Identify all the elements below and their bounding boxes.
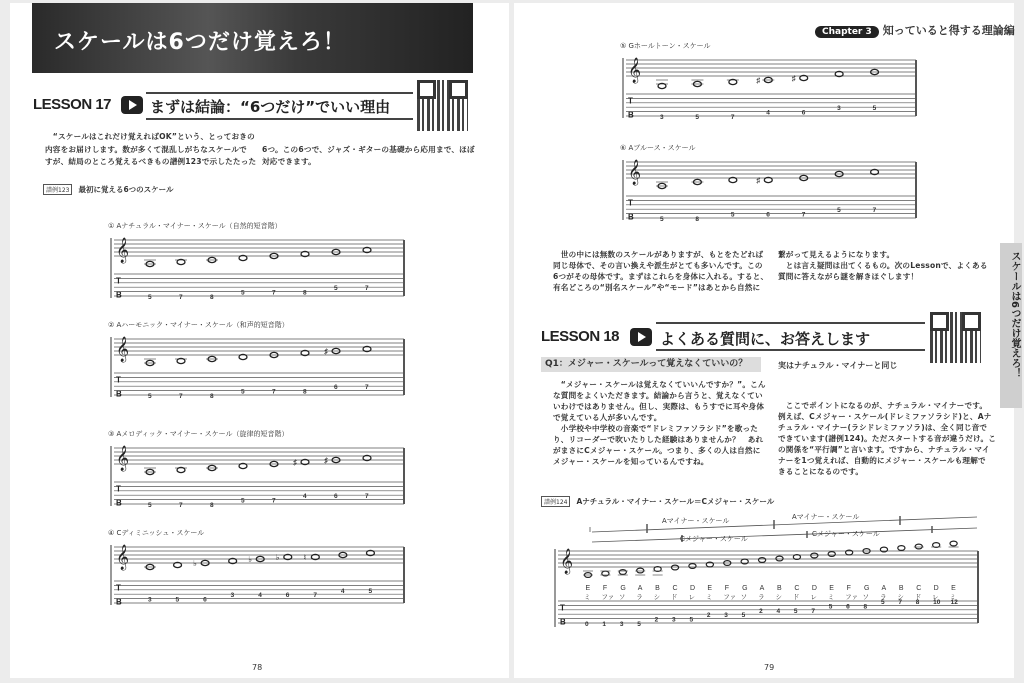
q1-text-col2	[778, 400, 996, 477]
tab-fret-number: 3	[660, 114, 664, 120]
tab-fret-number: 6	[334, 384, 338, 392]
tab-fret-number: 3	[148, 596, 152, 604]
tab-fret-number: 7	[179, 502, 183, 508]
play-video-icon[interactable]	[121, 96, 143, 114]
tab-fret-number: 12	[950, 599, 958, 606]
scale-staff	[620, 156, 918, 222]
note-solfege: ファ	[723, 594, 737, 601]
tab-fret-number: 3	[619, 621, 624, 628]
text-line: 同じ母体で、その言い換えや派生がとても多いんです。この	[553, 261, 763, 270]
text-line: 6つがその母体です。まずはこれらを身体に入れる。すると、	[553, 272, 769, 281]
figure-tag: 譜例123	[43, 184, 72, 195]
note-letter: E	[585, 585, 591, 592]
text-line: の関係を“平行調”と言います。ですから、ナチュラル・マイ	[778, 445, 990, 454]
scale-staff	[108, 333, 406, 399]
tab-fret-number: 2	[706, 612, 711, 620]
tab-fret-number: 5	[837, 207, 841, 215]
tab-fret-number: 5	[695, 114, 700, 120]
tab-fret-number: 8	[210, 393, 214, 399]
tab-fret-number: 4	[776, 607, 781, 615]
text-line: な質問をよくいただきます。結論から言うと、覚えなくてい	[553, 391, 763, 400]
whole-note	[776, 556, 783, 561]
tab-fret-number: 5	[880, 599, 885, 606]
scale-label: ⑤ Gホールトーン・スケール	[620, 42, 711, 50]
tab-fret-number: 4	[340, 587, 345, 595]
figure-tag: 譜例124	[541, 496, 570, 507]
tab-fret-number: 7	[872, 207, 877, 215]
note-letter: C	[794, 585, 800, 592]
note-letter: G	[864, 585, 870, 592]
tab-fret-number: 7	[365, 384, 369, 392]
tab-fret-number: 5	[368, 587, 373, 595]
note-letter: A	[759, 585, 765, 592]
tab-clef-B: B	[116, 498, 122, 508]
note-letter: F	[846, 585, 851, 592]
tab-fret-number: 2	[654, 616, 659, 624]
body-text-col1	[45, 131, 256, 169]
tab-fret-number: 7	[801, 211, 806, 219]
text-line: 世の中には無数のスケールがありますが、もとをたどれば	[553, 250, 764, 259]
text-line: “スケールはこれだけ覚えればOK”という、とっておきの	[45, 132, 255, 141]
text-line: 有名どころの“別名スケール”や“モード”はあとから自然に	[553, 283, 761, 292]
tab-fret-number: 5	[241, 289, 245, 297]
tab-clef-B: B	[116, 597, 122, 607]
tab-fret-number: 7	[272, 388, 276, 396]
accidental: ♯	[324, 347, 328, 356]
whole-note	[915, 544, 922, 549]
whole-note	[811, 553, 818, 558]
tab-fret-number: 5	[334, 285, 338, 293]
text-line: り、リコーダーで吹いたりした経験はありませんか？ あれ	[553, 435, 764, 444]
caption-text: 最初に覚える6つのスケール	[78, 185, 174, 194]
scale-5	[620, 41, 918, 124]
tab-clef-B: B	[628, 212, 634, 222]
divider	[656, 322, 925, 324]
tab-fret-number: 6	[766, 211, 770, 219]
whole-note	[671, 565, 678, 570]
text-line: “メジャー・スケールは覚えなくていいんですか？”。こん	[553, 380, 766, 389]
text-line: いわけではありません。但し、実際は、もうすでに耳や身体	[553, 402, 765, 411]
note-solfege: シ	[775, 594, 782, 601]
note-solfege: レ	[688, 594, 695, 601]
tab-fret-number: 4	[766, 109, 770, 117]
note-solfege: ミ	[705, 594, 713, 601]
scale-2	[108, 320, 406, 403]
scale-label: ② Aハーモニック・マイナー・スケール（和声的短音階）	[108, 321, 289, 329]
tab-fret-number: 5	[148, 393, 152, 399]
chapter-banner	[32, 3, 473, 73]
subheading: 実はナチュラル・マイナーと同じ	[778, 361, 898, 370]
tab-fret-number: 8	[210, 294, 214, 300]
scale-staff	[620, 54, 918, 120]
scale-label: ① Aナチュラル・マイナー・スケール（自然的短音階）	[108, 222, 282, 230]
text-line: 繋がって見えるようになります。	[778, 250, 895, 259]
accidental: ♮	[303, 553, 307, 562]
lesson-18-title: よくある質問に、お答えします	[660, 330, 871, 348]
tab-fret-number: 8	[863, 603, 868, 611]
note-solfege: ソ	[740, 594, 748, 601]
accidental: ♯	[324, 456, 328, 465]
note-letter: C	[672, 585, 678, 592]
qr-code-icon[interactable]	[415, 78, 470, 133]
tab-fret-number: 5	[637, 621, 641, 628]
scale-6	[620, 143, 918, 226]
question-heading: Q1：メジャー・スケールって覚えなくていいの？	[541, 357, 761, 372]
tab-fret-number: 5	[828, 603, 833, 611]
text-line: 小学校や中学校の音楽で“ドレミファソラシド”を歌った	[553, 424, 759, 433]
tab-fret-number: 3	[672, 616, 676, 624]
note-solfege: ラ	[879, 594, 887, 601]
tab-fret-number: 3	[230, 592, 235, 600]
note-solfege: レ	[932, 594, 939, 601]
accidental: ♯	[756, 176, 761, 185]
text-line: チュラル・マイナー(ラシドレミファソラ)は、全く同じ音で	[778, 423, 988, 432]
note-solfege: シ	[897, 594, 904, 601]
page-number-78: 78	[252, 663, 263, 672]
note-letter: B	[777, 585, 782, 592]
note-letter: E	[951, 585, 956, 592]
caption-text: Aナチュラル・マイナー・スケール＝Cメジャー・スケール	[576, 497, 775, 506]
tab-fret-number: 8	[695, 216, 700, 222]
divider	[146, 118, 413, 120]
scale-label: ⑥ Aブルース・スケール	[620, 144, 696, 152]
tab-fret-number: 8	[915, 599, 920, 606]
text-line: 6つ。この6つで、ジャズ・ギターの基礎から応用まで、ほぼ	[262, 144, 475, 154]
body-text-col2	[262, 144, 475, 169]
banner-title: スケールは6つだけ覚えろ！	[54, 30, 346, 55]
tab-fret-number: 7	[811, 607, 815, 615]
note-solfege: ソ	[618, 594, 626, 601]
tab-fret-number: 8	[303, 289, 307, 297]
tab-fret-number: 5	[148, 294, 152, 300]
tab-fret-number: 5	[660, 216, 664, 222]
note-solfege: ミ	[827, 594, 835, 601]
note-letter: B	[898, 585, 904, 592]
bracket-label: Aマイナー・スケール	[792, 514, 860, 521]
tab-fret-number: 10	[933, 599, 941, 606]
tab-fret-number: 7	[365, 493, 369, 501]
tab-fret-number: 2	[759, 607, 763, 615]
tab-clef-T: T	[560, 603, 565, 613]
text-line: がまさにCメジャー・スケール。つまり、多くの人は自然に	[553, 446, 761, 455]
tab-fret-number: 5	[241, 388, 245, 396]
treble-clef-icon: 𝄞	[560, 548, 574, 573]
q1-text-col1	[553, 379, 766, 467]
tab-fret-number: 3	[724, 612, 728, 620]
scale-1	[108, 221, 406, 304]
note-solfege: ソ	[862, 594, 870, 601]
qr-code-icon[interactable]	[928, 310, 983, 365]
treble-clef-icon: 𝄞	[628, 57, 642, 82]
tab-fret-number: 7	[365, 285, 369, 293]
tab-fret-number: 4	[258, 592, 262, 600]
tab-fret-number: 6	[846, 603, 850, 611]
tab-fret-number: 3	[837, 105, 841, 113]
chapter-badge: Chapter 3	[815, 26, 879, 38]
note-solfege: ミ	[949, 594, 957, 601]
note-letter: B	[655, 585, 660, 592]
divider	[146, 92, 413, 94]
tab-fret-number: 8	[210, 502, 214, 508]
note-letter: A	[881, 585, 887, 592]
accidental: ♯	[756, 76, 761, 85]
tab-fret-number: 5	[730, 211, 735, 219]
text-line: 質問に答えながら謎を解きほぐします！	[778, 272, 919, 281]
lesson-17-label: LESSON 17	[33, 96, 112, 113]
note-solfege: ラ	[636, 594, 643, 601]
whole-note	[689, 564, 696, 569]
tab-fret-number: 5	[148, 502, 152, 508]
page-number-79: 79	[764, 663, 775, 672]
tab-clef-T: T	[628, 198, 633, 208]
note-solfege: シ	[653, 594, 661, 601]
note-solfege: ド	[914, 594, 922, 601]
intro-text-col1	[553, 249, 768, 293]
side-tab: スケールは6つだけ覚えろ！	[1000, 243, 1022, 408]
tab-fret-number: 5	[241, 497, 245, 505]
note-letter: F	[602, 585, 608, 592]
scale-4	[108, 528, 406, 611]
scale-3	[108, 429, 406, 512]
chapter-title: 知っていると得する理論編	[882, 24, 1015, 37]
tab-fret-number: 7	[313, 592, 317, 600]
tab-fret-number: 5	[689, 616, 694, 624]
accidental: ♭	[193, 559, 197, 568]
tab-fret-number: 7	[179, 294, 183, 300]
scale-staff	[108, 442, 406, 508]
tab-clef-T: T	[116, 484, 121, 494]
tab-fret-number: 5	[872, 105, 877, 113]
tab-clef-T: T	[116, 583, 121, 593]
accidental: ♯	[791, 74, 796, 83]
note-letter: C	[916, 585, 922, 592]
treble-clef-icon: 𝄞	[628, 159, 642, 184]
whole-note	[898, 546, 905, 551]
whole-note	[950, 541, 957, 546]
text-line: できています(譜例124)。ただスタートする音が違うだけ。こ	[778, 434, 997, 443]
scale-staff	[108, 234, 406, 300]
lesson-18-label: LESSON 18	[541, 328, 620, 345]
tab-fret-number: 7	[898, 599, 902, 606]
note-letter: F	[724, 585, 730, 592]
bracket-label: Aマイナー・スケール	[662, 518, 730, 525]
bracket-label: Cメジャー・スケール	[812, 531, 880, 538]
chapter-header	[815, 22, 1015, 38]
note-letter: D	[933, 585, 939, 592]
figure-caption-123	[43, 184, 174, 195]
tab-clef-T: T	[116, 276, 121, 286]
note-solfege: ファ	[601, 594, 615, 601]
note-solfege: レ	[810, 594, 817, 601]
treble-clef-icon: 𝄞	[116, 445, 130, 470]
tab-fret-number: 7	[179, 393, 183, 399]
note-solfege: ミ	[584, 594, 591, 601]
text-line: 対応できます。	[262, 157, 316, 166]
tab-fret-number: 6	[203, 596, 207, 604]
tab-clef-B: B	[116, 290, 122, 300]
tab-fret-number: 6	[801, 109, 806, 117]
text-line: メジャー・スケールを知っているんですね。	[553, 457, 709, 466]
scale-staff	[108, 541, 406, 607]
tab-clef-B: B	[116, 389, 122, 399]
note-letter: D	[689, 585, 696, 592]
accidental: ♯	[293, 458, 297, 467]
bracket-label: Cメジャー・スケール	[680, 536, 748, 543]
tab-fret-number: 1	[602, 621, 607, 628]
tab-clef-B: B	[628, 110, 634, 120]
intro-text-col2	[778, 249, 988, 282]
tab-clef-T: T	[628, 96, 633, 106]
accidental: ♭	[275, 553, 280, 562]
tab-fret-number: 5	[741, 612, 746, 620]
note-letter: A	[637, 585, 643, 592]
tab-clef-B: B	[560, 617, 566, 627]
text-line: ここでポイントになるのが、ナチュラル・マイナーです。	[778, 401, 988, 410]
tab-clef-T: T	[116, 375, 121, 385]
text-line: 内容をお届けします。数が多くて混乱しがちなスケールで	[45, 144, 247, 154]
note-solfege: ド	[792, 594, 800, 601]
whole-note	[619, 570, 626, 575]
tab-fret-number: 8	[303, 388, 307, 396]
tab-fret-number: 4	[303, 493, 307, 501]
tab-fret-number: 7	[730, 114, 735, 120]
example-124-notation	[552, 505, 980, 630]
tab-fret-number: 5	[175, 596, 180, 604]
note-letter: D	[811, 585, 817, 592]
text-line: すが、結局のところ覚えるべきもの譜例123で示したたった	[45, 157, 257, 166]
note-solfege: ド	[671, 594, 678, 601]
text-line: 例えば、Cメジャー・スケール(ドレミファソラシド)と、Aナ	[778, 412, 992, 421]
note-letter: G	[742, 585, 748, 592]
tab-fret-number: 5	[793, 607, 798, 615]
note-solfege: ラ	[758, 594, 765, 601]
note-letter: G	[620, 585, 626, 592]
tab-fret-number: 6	[334, 493, 338, 501]
treble-clef-icon: 𝄞	[116, 544, 130, 569]
treble-clef-icon: 𝄞	[116, 336, 130, 361]
tab-fret-number: 7	[272, 289, 276, 297]
tab-fret-number: 6	[285, 592, 290, 600]
text-line: ナーを1つ覚えれば、自動的にメジャー・スケールも理解で	[778, 456, 986, 465]
scale-label: ④ Cディミニッシュ・スケール	[108, 529, 205, 537]
note-letter: E	[707, 585, 713, 592]
divider	[656, 349, 925, 351]
whole-note	[637, 568, 644, 573]
play-video-icon[interactable]	[630, 328, 652, 346]
text-line: で覚えている人が多いんです。	[553, 413, 662, 422]
note-solfege: ファ	[845, 594, 859, 601]
scale-label: ③ Aメロディック・マイナー・スケール（旋律的短音階）	[108, 430, 289, 438]
whole-note	[758, 558, 765, 563]
note-letter: E	[829, 585, 834, 592]
whole-note	[828, 552, 835, 557]
tab-fret-number: 7	[272, 497, 276, 505]
accidental: ♭	[248, 555, 253, 564]
text-line: きることになるのです。	[778, 467, 864, 476]
tab-fret-number: 0	[585, 621, 589, 628]
treble-clef-icon: 𝄞	[116, 237, 130, 262]
text-line: とは言え疑問は出てくるもの。次のLessonで、よくある	[778, 261, 988, 270]
lesson-17-title: まずは結論：“6つだけ”でいい理由	[150, 98, 391, 116]
